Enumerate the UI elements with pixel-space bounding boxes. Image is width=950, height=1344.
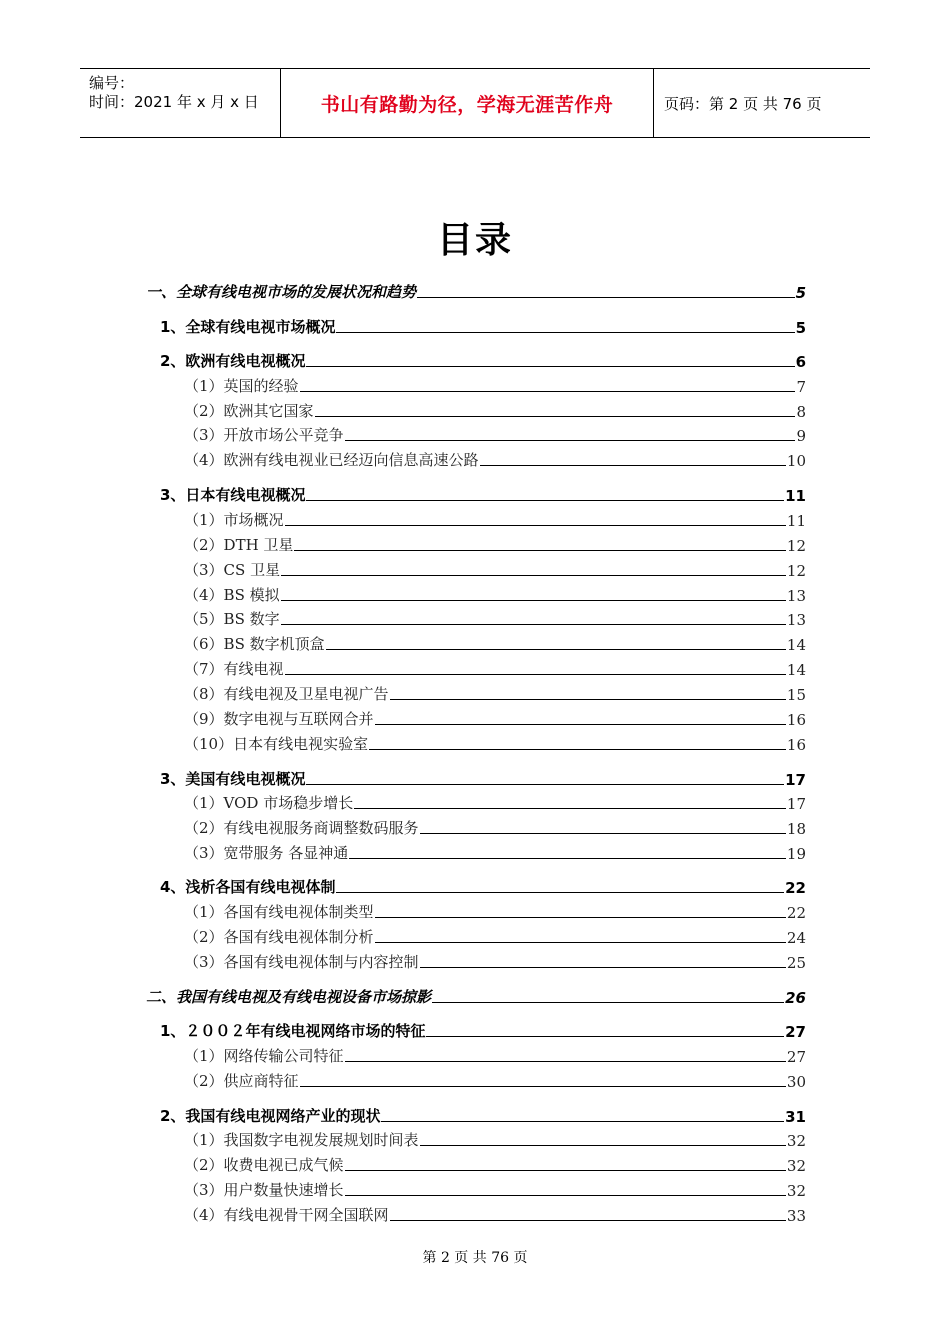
toc-entry-text: （6）BS 数字机顶盒 — [184, 635, 325, 653]
toc-leader-line — [417, 297, 795, 298]
toc-entry-text: （2）DTH 卫星 — [184, 536, 294, 554]
toc-leader-line — [281, 600, 786, 601]
toc-leader-line — [345, 1195, 786, 1196]
page-code: 页码：第 2 页 共 76 页 — [664, 94, 822, 113]
toc-leader-line — [345, 1170, 786, 1171]
toc-entry-page: 11 — [785, 487, 806, 505]
time-label: 时间：2021 年 x 月 x 日 — [89, 93, 259, 111]
page-header — [80, 68, 870, 138]
toc-entry-page: 31 — [785, 1108, 806, 1126]
toc-entry[interactable] — [184, 900, 806, 922]
toc-entry-text: （2）供应商特征 — [184, 1072, 299, 1090]
document-title: 目录 — [436, 220, 513, 261]
toc-entry-text: （1）网络传输公司特征 — [184, 1047, 344, 1065]
toc-entry-page: 12 — [786, 537, 806, 555]
toc-entry-page: 27 — [785, 1023, 806, 1041]
toc-leader-line — [345, 1061, 786, 1062]
toc-entry[interactable] — [184, 707, 806, 729]
toc-entry-page: 26 — [785, 989, 806, 1007]
toc-entry-text: （3）宽带服务 各显神通 — [184, 844, 349, 862]
toc-entry-text: 4、浅析各国有线电视体制 — [160, 878, 336, 896]
toc-entry-text: （3）CS 卫星 — [184, 561, 281, 579]
toc-entry-text: 1、全球有线电视市场概况 — [160, 318, 336, 336]
toc-entry-page: 14 — [786, 661, 806, 679]
number-label: 编号： — [89, 74, 135, 92]
toc-entry-text: 3、美国有线电视概况 — [160, 770, 306, 788]
toc-entry-page: 18 — [786, 820, 806, 838]
toc-entry[interactable] — [184, 374, 806, 396]
toc-entry[interactable] — [184, 732, 806, 754]
toc-entry-text: （1）市场概况 — [184, 511, 284, 529]
toc-entry[interactable] — [160, 875, 806, 897]
toc-entry-page: 5 — [795, 319, 806, 337]
toc-entry-page: 14 — [786, 636, 806, 654]
toc-leader-line — [300, 1086, 786, 1087]
toc-entry-text: 2、我国有线电视网络产业的现状 — [160, 1107, 381, 1125]
motto-text: 书山有路勤为径，学海无涯苦作舟 — [320, 93, 614, 116]
toc-leader-line — [390, 699, 786, 700]
toc-entry-page: 33 — [786, 1207, 806, 1225]
toc-entry-page: 16 — [786, 711, 806, 729]
toc-entry[interactable] — [160, 315, 806, 337]
toc-entry-text: （1）VOD 市场稳步增长 — [184, 794, 354, 812]
toc-leader-line — [306, 784, 784, 785]
toc-entry[interactable] — [160, 1104, 806, 1126]
toc-leader-line — [349, 858, 786, 859]
toc-entry-text: （5）BS 数字 — [184, 610, 280, 628]
toc-entry-text: （2）收费电视已成气候 — [184, 1156, 344, 1174]
toc-entry[interactable] — [160, 767, 806, 789]
toc-leader-line — [354, 808, 786, 809]
toc-entry[interactable] — [146, 280, 806, 302]
toc-entry-page: 13 — [786, 587, 806, 605]
toc-entry-page: 24 — [786, 929, 806, 947]
toc-entry-text: （8）有线电视及卫星电视广告 — [184, 685, 389, 703]
toc-entry[interactable] — [184, 841, 806, 863]
toc-leader-line — [426, 1036, 784, 1037]
toc-leader-line — [336, 892, 784, 893]
toc-entry-page: 22 — [785, 879, 806, 897]
toc-entry[interactable] — [184, 816, 806, 838]
header-meta-cell — [80, 69, 281, 137]
toc-entry[interactable] — [184, 508, 806, 530]
toc-entry-page: 25 — [786, 954, 806, 972]
toc-entry[interactable] — [184, 791, 806, 813]
toc-entry-page: 15 — [786, 686, 806, 704]
toc-entry-page: 8 — [796, 403, 806, 421]
toc-entry-page: 22 — [786, 904, 806, 922]
toc-entry-page: 16 — [786, 736, 806, 754]
toc-entry-text: 1、２００２年有线电视网络市场的特征 — [160, 1022, 426, 1040]
toc-entry-text: （7）有线电视 — [184, 660, 284, 678]
toc-entry[interactable] — [184, 423, 806, 445]
toc-entry-text: （2）欧洲其它国家 — [184, 402, 314, 420]
toc-entry[interactable] — [184, 1153, 806, 1175]
toc-entry-page: 32 — [786, 1182, 806, 1200]
toc-entry-page: 10 — [786, 452, 806, 470]
toc-entry-page: 17 — [786, 795, 806, 813]
toc-entry[interactable] — [184, 1203, 806, 1225]
toc-entry-page: 30 — [786, 1073, 806, 1091]
toc-leader-line — [281, 624, 786, 625]
toc-entry-text: （9）数字电视与互联网合并 — [184, 710, 374, 728]
toc-entry-page: 7 — [796, 378, 806, 396]
toc-entry[interactable] — [184, 533, 806, 555]
toc-entry-text: （4）有线电视骨干网全国联网 — [184, 1206, 389, 1224]
toc-leader-line — [294, 550, 785, 551]
toc-entry[interactable] — [184, 583, 806, 605]
toc-entry[interactable] — [184, 448, 806, 470]
toc-entry-page: 19 — [786, 845, 806, 863]
toc-entry-page: 5 — [795, 284, 806, 302]
toc-leader-line — [300, 391, 796, 392]
toc-leader-line — [326, 649, 786, 650]
toc-entry-text: （2）各国有线电视体制分析 — [184, 928, 374, 946]
toc-entry[interactable] — [184, 1044, 806, 1066]
toc-leader-line — [285, 674, 786, 675]
toc-entry-text: （4）欧洲有线电视业已经迈向信息高速公路 — [184, 451, 479, 469]
toc-entry-page: 6 — [795, 353, 806, 371]
toc-entry-text: 一、全球有线电视市场的发展状况和趋势 — [146, 283, 417, 301]
toc-entry-text: （3）各国有线电视体制与内容控制 — [184, 953, 419, 971]
toc-leader-line — [336, 332, 794, 333]
toc-leader-line — [306, 366, 794, 367]
toc-entry-text: （1）英国的经验 — [184, 377, 299, 395]
toc-leader-line — [390, 1220, 786, 1221]
toc-entry-page: 17 — [785, 771, 806, 789]
toc-entry-page: 27 — [786, 1048, 806, 1066]
toc-leader-line — [420, 967, 786, 968]
toc-entry[interactable] — [160, 1019, 806, 1041]
toc-entry-text: （3）用户数量快速增长 — [184, 1181, 344, 1199]
toc-leader-line — [375, 942, 786, 943]
toc-entry[interactable] — [160, 483, 806, 505]
toc-entry-text: （2）有线电视服务商调整数码服务 — [184, 819, 419, 837]
toc-entry[interactable] — [184, 1128, 806, 1150]
toc-entry-text: 二、我国有线电视及有线电视设备市场掠影 — [146, 988, 432, 1006]
toc-leader-line — [375, 724, 786, 725]
toc-leader-line — [480, 465, 786, 466]
toc-entry-text: 2、欧洲有线电视概况 — [160, 352, 306, 370]
toc-entry[interactable] — [184, 657, 806, 679]
toc-leader-line — [315, 416, 796, 417]
header-motto-cell — [281, 69, 654, 137]
toc-entry-page: 32 — [786, 1132, 806, 1150]
toc-leader-line — [375, 917, 786, 918]
toc-entry[interactable] — [184, 632, 806, 654]
toc-leader-line — [345, 440, 796, 441]
page-footer: 第 2 页 共 76 页 — [422, 1250, 528, 1266]
toc-leader-line — [432, 1002, 784, 1003]
toc-entry[interactable] — [184, 558, 806, 580]
toc-leader-line — [281, 575, 786, 576]
toc-entry[interactable] — [184, 682, 806, 704]
toc-entry-page: 12 — [786, 562, 806, 580]
toc-leader-line — [369, 749, 786, 750]
toc-entry-page: 13 — [786, 611, 806, 629]
toc-entry-text: 3、日本有线电视概况 — [160, 486, 306, 504]
toc-entry[interactable] — [184, 1178, 806, 1200]
toc-entry-page: 32 — [786, 1157, 806, 1175]
toc-entry-text: （3）开放市场公平竞争 — [184, 426, 344, 444]
toc-entry[interactable] — [146, 985, 806, 1007]
toc-entry-text: （4）BS 模拟 — [184, 586, 280, 604]
toc-entry-text: （1）各国有线电视体制类型 — [184, 903, 374, 921]
toc-entry[interactable] — [160, 349, 806, 371]
toc-entry-text: （10）日本有线电视实验室 — [184, 735, 369, 753]
toc-entry-text: （1）我国数字电视发展规划时间表 — [184, 1131, 419, 1149]
toc-entry-page: 9 — [796, 427, 806, 445]
toc-entry[interactable] — [184, 1069, 806, 1091]
toc-leader-line — [420, 833, 786, 834]
toc-leader-line — [306, 500, 784, 501]
toc-leader-line — [285, 525, 786, 526]
toc-leader-line — [420, 1145, 786, 1146]
toc-entry[interactable] — [184, 925, 806, 947]
toc-leader-line — [381, 1121, 784, 1122]
header-page-cell — [654, 69, 870, 137]
toc-entry-page: 11 — [786, 512, 806, 530]
toc-entry[interactable] — [184, 607, 806, 629]
toc-entry[interactable] — [184, 950, 806, 972]
toc-entry[interactable] — [184, 399, 806, 421]
